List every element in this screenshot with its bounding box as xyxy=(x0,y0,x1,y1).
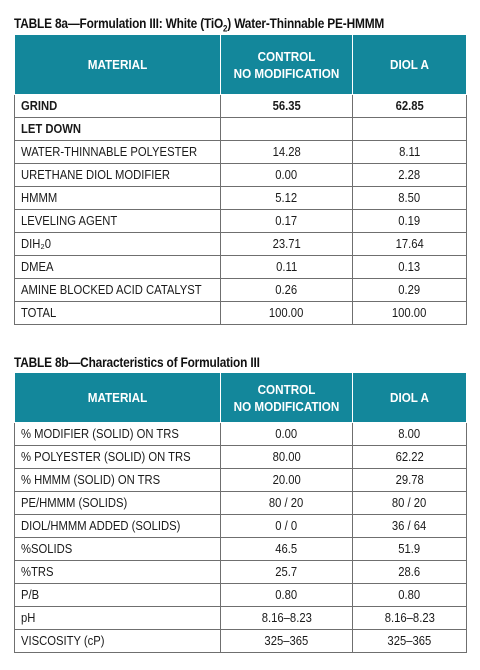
diol-value: 62.85 xyxy=(353,95,467,118)
control-value: 0.00 xyxy=(221,423,353,446)
table-b-header-material: MATERIAL xyxy=(15,373,221,423)
diol-value: 8.00 xyxy=(353,423,467,446)
control-value: 325–365 xyxy=(221,630,353,653)
table-b-caption-text: TABLE 8b—Characteristics of Formulation III xyxy=(14,355,260,370)
diol-value xyxy=(353,118,467,141)
table-row xyxy=(15,515,467,538)
diol-value: 80 / 20 xyxy=(353,492,467,515)
diol-value: 0.29 xyxy=(353,279,467,302)
row-label: P/B xyxy=(15,584,221,607)
diol-value: 2.28 xyxy=(353,164,467,187)
table-a-body xyxy=(15,95,467,325)
row-label: % MODIFIER (SOLID) ON TRS xyxy=(15,423,221,446)
row-label: WATER-THINNABLE POLYESTER xyxy=(15,141,221,164)
table-row xyxy=(15,492,467,515)
table-row xyxy=(15,233,467,256)
control-value: 0.80 xyxy=(221,584,353,607)
control-value: 25.7 xyxy=(221,561,353,584)
row-label: %TRS xyxy=(15,561,221,584)
table-a-caption-prefix: TABLE 8a—Formulation III: White (TiO xyxy=(14,16,224,31)
table-row xyxy=(15,164,467,187)
row-label: LEVELING AGENT xyxy=(15,210,221,233)
table-row xyxy=(15,95,467,118)
table-b-header-row xyxy=(15,373,467,423)
table-b-caption xyxy=(14,355,260,370)
table-row xyxy=(15,469,467,492)
row-label: LET DOWN xyxy=(15,118,221,141)
diol-value: 100.00 xyxy=(353,302,467,325)
diol-value: 8.16–8.23 xyxy=(353,607,467,630)
control-value: 0.17 xyxy=(221,210,353,233)
diol-value: 17.64 xyxy=(353,233,467,256)
row-label: VISCOSITY (cP) xyxy=(15,630,221,653)
table-b-header-control: CONTROL NO MODIFICATION xyxy=(221,373,353,423)
table-b xyxy=(14,372,467,653)
control-value: 14.28 xyxy=(221,141,353,164)
diol-value: 36 / 64 xyxy=(353,515,467,538)
table-a-caption xyxy=(14,16,384,34)
diol-value: 29.78 xyxy=(353,469,467,492)
control-value: 46.5 xyxy=(221,538,353,561)
table-row xyxy=(15,584,467,607)
diol-value: 0.80 xyxy=(353,584,467,607)
diol-value: 62.22 xyxy=(353,446,467,469)
diol-value: 28.6 xyxy=(353,561,467,584)
diol-value: 325–365 xyxy=(353,630,467,653)
control-value: 56.35 xyxy=(221,95,353,118)
table-row xyxy=(15,630,467,653)
table-row xyxy=(15,210,467,233)
row-label: % POLYESTER (SOLID) ON TRS xyxy=(15,446,221,469)
control-value: 8.16–8.23 xyxy=(221,607,353,630)
control-value: 20.00 xyxy=(221,469,353,492)
table-row xyxy=(15,256,467,279)
diol-value: 8.11 xyxy=(353,141,467,164)
table-row xyxy=(15,187,467,210)
table-row xyxy=(15,561,467,584)
diol-value: 8.50 xyxy=(353,187,467,210)
table-b-header-diol: DIOL A xyxy=(353,373,467,423)
control-value: 0.11 xyxy=(221,256,353,279)
diol-value: 51.9 xyxy=(353,538,467,561)
table-row xyxy=(15,423,467,446)
row-label: DMEA xyxy=(15,256,221,279)
row-label: AMINE BLOCKED ACID CATALYST xyxy=(15,279,221,302)
row-label: GRIND xyxy=(15,95,221,118)
table-row xyxy=(15,538,467,561)
control-value: 0 / 0 xyxy=(221,515,353,538)
table-a xyxy=(14,34,467,325)
table-row xyxy=(15,607,467,630)
control-value: 23.71 xyxy=(221,233,353,256)
control-value: 0.00 xyxy=(221,164,353,187)
control-value: 100.00 xyxy=(221,302,353,325)
table-row xyxy=(15,279,467,302)
table-a-header-row xyxy=(15,35,467,95)
control-value: 80 / 20 xyxy=(221,492,353,515)
row-label: DIH₂0 xyxy=(15,233,221,256)
table-b-body xyxy=(15,423,467,653)
control-value: 80.00 xyxy=(221,446,353,469)
row-label: PE/HMMM (SOLIDS) xyxy=(15,492,221,515)
diol-value: 0.19 xyxy=(353,210,467,233)
row-label: HMMM xyxy=(15,187,221,210)
row-label: URETHANE DIOL MODIFIER xyxy=(15,164,221,187)
diol-value: 0.13 xyxy=(353,256,467,279)
table-a-header-control: CONTROL NO MODIFICATION xyxy=(221,35,353,95)
table-a-caption-subscript: 2 xyxy=(223,23,228,34)
table-row xyxy=(15,141,467,164)
row-label: DIOL/HMMM ADDED (SOLIDS) xyxy=(15,515,221,538)
control-value xyxy=(221,118,353,141)
row-label: %SOLIDS xyxy=(15,538,221,561)
table-a-caption-suffix: ) Water-Thinnable PE-HMMM xyxy=(227,16,385,31)
row-label: TOTAL xyxy=(15,302,221,325)
table-row xyxy=(15,446,467,469)
table-row xyxy=(15,118,467,141)
table-a-header-diol: DIOL A xyxy=(353,35,467,95)
table-a-header-material: MATERIAL xyxy=(15,35,221,95)
table-row xyxy=(15,302,467,325)
row-label: pH xyxy=(15,607,221,630)
control-value: 0.26 xyxy=(221,279,353,302)
row-label: % HMMM (SOLID) ON TRS xyxy=(15,469,221,492)
control-value: 5.12 xyxy=(221,187,353,210)
